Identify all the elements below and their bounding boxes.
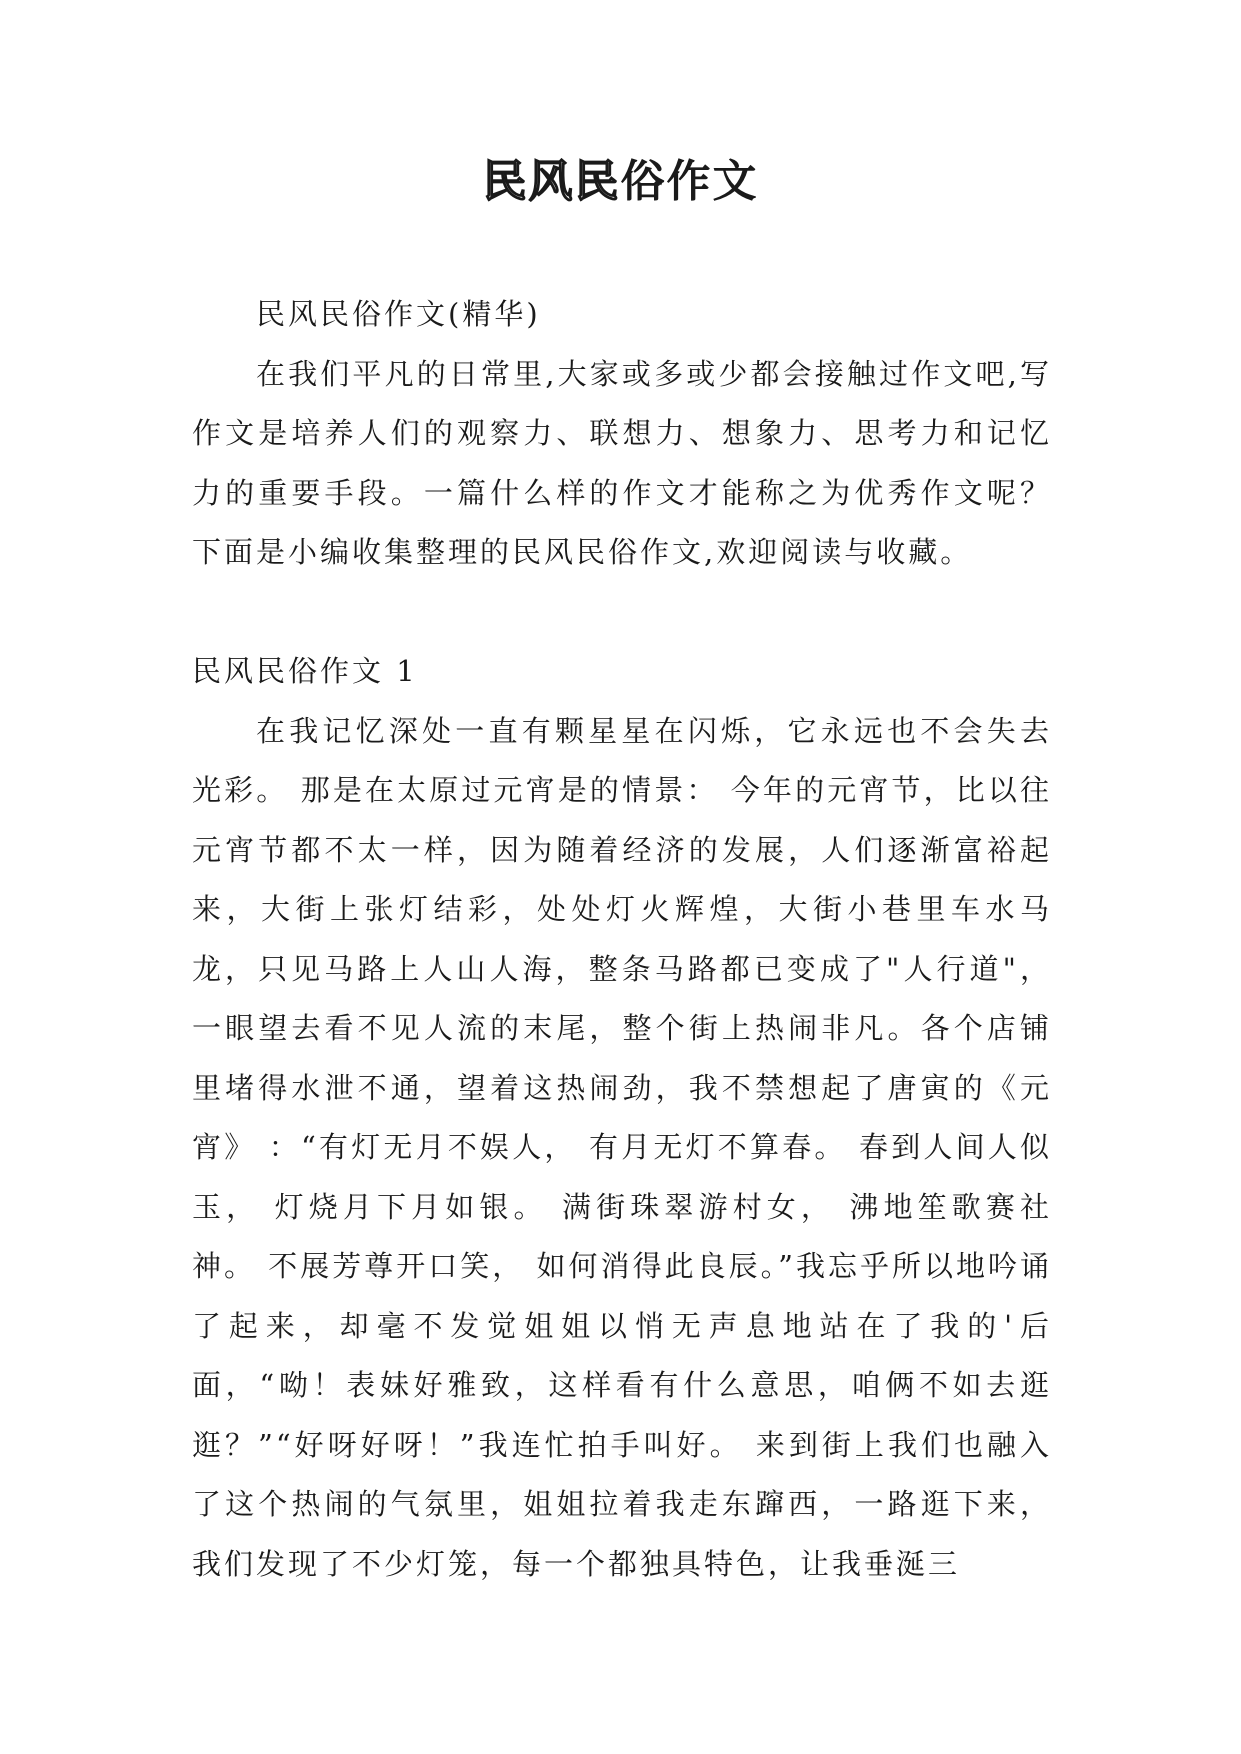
subtitle: 民风民俗作文(精华) [256, 297, 541, 331]
title-solid-part: 俗作文 [620, 156, 759, 207]
title-outlined-part: 民风民 [482, 156, 621, 207]
document-title [0, 152, 1241, 212]
essay-paragraph: 在我记忆深处一直有颗星星在闪烁，它永远也不会失去光彩。 那是在太原过元宵是的情景： 今年的元宵节，比以往元宵节都不太一样，因为随着经济的发展，人们逐渐富裕起来，大街上张灯结彩，处处灯火辉煌，大街小巷里车水马龙，只见马路上人山人海，整条马路都已变成了"人行道"，一眼望去看不见人流的末尾，整个街上热闹非凡。各个店铺里堵得水泄不通，望着这热闹劲，我不禁想起了唐寅的《元宵》 ：“有灯无月不娱人， 有月无灯不算春。 春到人间人似玉， 灯烧月下月如银。 满街珠翠游村女， 沸地笙歌赛社神。 不展芳尊开口笑， 如何消得此良辰。”我忘乎所以地吟诵了起来，却毫不发觉姐姐以悄无声息地站在了我的'后面，“呦！表妹好雅致，这样看有什么意思，咱俩不如去逛逛？”“好呀好呀！”我连忙拍手叫好。 来到街上我们也融入了这个热闹的气氛里，姐姐拉着我走东蹿西，一路逛下来，我们发现了不少灯笼，每一个都独具特色，让我垂涎三 [192, 713, 1052, 1581]
section-heading: 民风民俗作文 1 [192, 654, 418, 688]
document-body [192, 285, 1052, 1594]
intro-paragraph: 在我们平凡的日常里,大家或多或少都会接触过作文吧,写作文是培养人们的观察力、联想力、想象力、思考力和记忆力的重要手段。一篇什么样的作文才能称之为优秀作文呢？下面是小编收集整理的民风民俗作文,欢迎阅读与收藏。 [192, 356, 1052, 569]
paragraph-spacer [192, 583, 1052, 643]
